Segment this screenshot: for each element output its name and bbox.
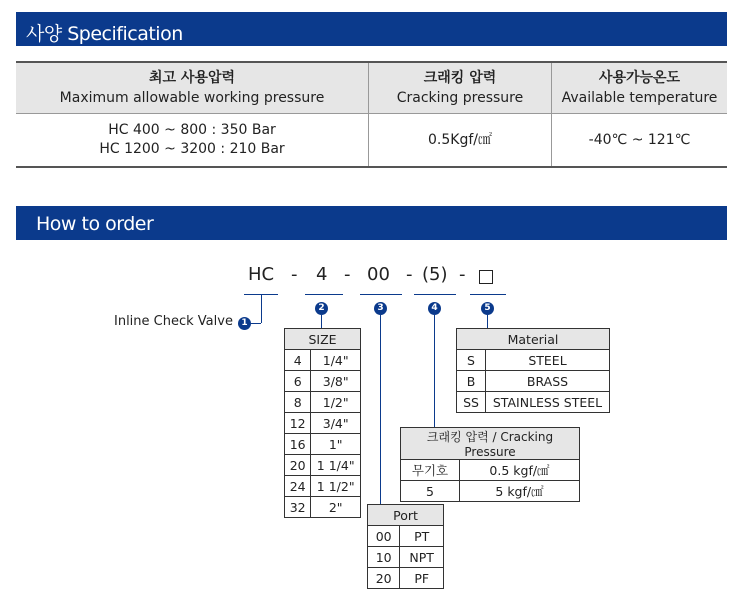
table-row xyxy=(368,568,444,589)
pressure-line: HC 1200 ~ 3200 : 210 Bar xyxy=(99,141,285,157)
size-code: 6 xyxy=(285,371,311,392)
spec-pressure-cell xyxy=(16,114,369,168)
port-code: 10 xyxy=(368,547,400,568)
material-value: STEEL xyxy=(486,350,610,371)
size-header: SIZE xyxy=(285,329,361,350)
material-code: SS xyxy=(457,392,486,413)
table-row xyxy=(457,350,610,371)
marker-2: 2 xyxy=(315,302,328,315)
inline-check-valve-label: Inline Check Valve xyxy=(114,314,233,329)
size-value: 3/8" xyxy=(311,371,361,392)
port-value: PF xyxy=(400,568,444,589)
code-underline xyxy=(360,294,402,295)
order-banner xyxy=(16,206,727,240)
spec-header-temperature xyxy=(552,62,728,114)
material-value: STAINLESS STEEL xyxy=(486,392,610,413)
size-value: 2" xyxy=(311,497,361,518)
spec-title: 사양 Specification xyxy=(26,23,183,45)
code-cracking: (5) xyxy=(422,264,448,285)
header-en: Available temperature xyxy=(561,90,718,106)
table-row xyxy=(285,371,361,392)
size-code: 32 xyxy=(285,497,311,518)
port-code: 20 xyxy=(368,568,400,589)
size-value: 1 1/2" xyxy=(311,476,361,497)
header-ko: 사용가능온도 xyxy=(598,70,681,86)
marker-5: 5 xyxy=(481,302,494,315)
material-code: S xyxy=(457,350,486,371)
code-port: 00 xyxy=(367,264,390,285)
table-row xyxy=(285,455,361,476)
connector xyxy=(321,315,322,329)
size-value: 1/2" xyxy=(311,392,361,413)
code-hc: HC xyxy=(248,264,275,285)
size-value: 1/4" xyxy=(311,350,361,371)
spec-banner xyxy=(16,12,727,46)
material-table xyxy=(456,328,610,413)
size-code: 24 xyxy=(285,476,311,497)
cracking-value: 0.5 kgf/㎠ xyxy=(460,460,580,481)
port-value: NPT xyxy=(400,547,444,568)
material-code: B xyxy=(457,371,486,392)
table-row xyxy=(285,413,361,434)
spec-table xyxy=(16,61,727,168)
table-row xyxy=(285,497,361,518)
code-size: 4 xyxy=(316,264,328,285)
table-row xyxy=(285,476,361,497)
port-table xyxy=(367,504,444,589)
size-code: 16 xyxy=(285,434,311,455)
cracking-code: 무기호 xyxy=(401,460,460,481)
size-value: 3/4" xyxy=(311,413,361,434)
connector xyxy=(434,315,435,427)
port-header: Port xyxy=(368,505,444,526)
size-table xyxy=(284,328,361,518)
material-value: BRASS xyxy=(486,371,610,392)
marker-1: 1 xyxy=(238,317,251,330)
size-value: 1 1/4" xyxy=(311,455,361,476)
size-code: 8 xyxy=(285,392,311,413)
code-dash: - xyxy=(291,264,298,285)
table-row xyxy=(285,434,361,455)
cracking-header: 크래킹 압력 / Cracking Pressure xyxy=(401,428,580,460)
size-code: 20 xyxy=(285,455,311,476)
material-header: Material xyxy=(457,329,610,350)
code-underline xyxy=(414,294,456,295)
header-ko: 최고 사용압력 xyxy=(148,70,236,86)
size-code: 4 xyxy=(285,350,311,371)
port-code: 00 xyxy=(368,526,400,547)
connector xyxy=(261,295,262,323)
table-row xyxy=(401,460,580,481)
code-dash: - xyxy=(344,264,351,285)
code-underline xyxy=(470,294,506,295)
code-dash: - xyxy=(459,264,466,285)
header-en: Maximum allowable working pressure xyxy=(59,90,325,106)
cracking-value: 5 kgf/㎠ xyxy=(460,481,580,502)
table-row xyxy=(285,392,361,413)
code-underline xyxy=(305,294,343,295)
spec-cracking-cell: 0.5Kgf/㎠ xyxy=(369,114,552,168)
table-row xyxy=(457,371,610,392)
header-en: Cracking pressure xyxy=(396,90,524,106)
spec-header-cracking xyxy=(369,62,552,114)
port-value: PT xyxy=(400,526,444,547)
cracking-table xyxy=(400,427,580,502)
table-row xyxy=(457,392,610,413)
cracking-code: 5 xyxy=(401,481,460,502)
connector xyxy=(380,315,381,505)
marker-3: 3 xyxy=(374,302,387,315)
spec-temperature-cell: -40℃ ~ 121℃ xyxy=(588,131,691,148)
table-row xyxy=(368,547,444,568)
marker-4: 4 xyxy=(428,302,441,315)
pressure-line: HC 400 ~ 800 : 350 Bar xyxy=(108,122,276,138)
spec-header-pressure xyxy=(16,62,369,114)
header-ko: 크래킹 압력 xyxy=(423,70,497,86)
connector xyxy=(251,323,261,324)
code-dash: - xyxy=(406,264,413,285)
code-material-box xyxy=(479,266,493,287)
table-row xyxy=(285,350,361,371)
table-row xyxy=(368,526,444,547)
order-title: How to order xyxy=(36,213,154,235)
size-value: 1" xyxy=(311,434,361,455)
table-row xyxy=(401,481,580,502)
size-code: 12 xyxy=(285,413,311,434)
connector xyxy=(487,315,488,329)
